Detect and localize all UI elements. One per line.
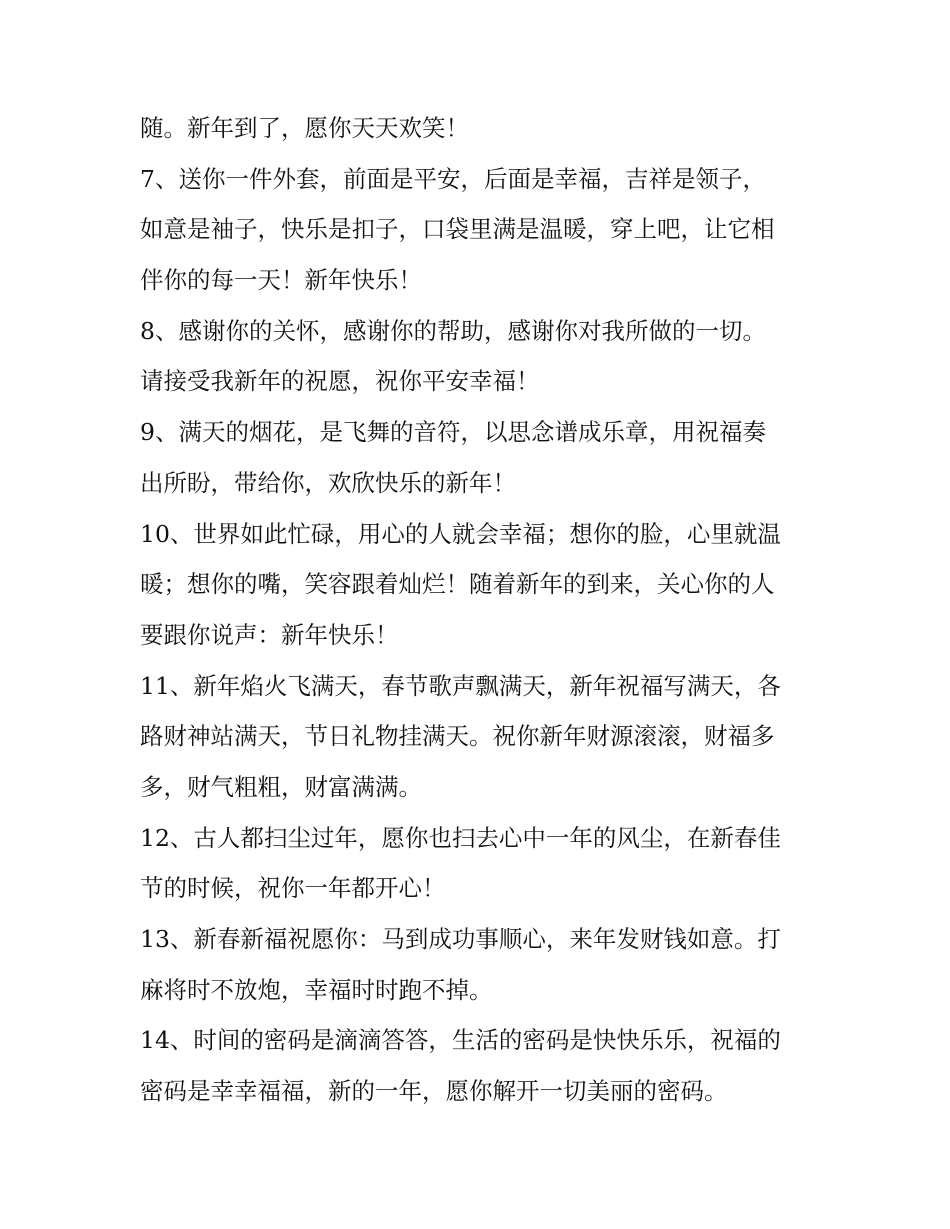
text-line: 伴你的每一天！新年快乐！: [140, 266, 422, 295]
text-line: 麻将时不放炮，幸福时时跑不掉。: [140, 975, 493, 1004]
text-line: 13、新春新福祝愿你：马到成功事顺心，来年发财钱如意。打: [140, 925, 781, 953]
text-line: 路财神站满天，节日礼物挂满天。祝你新年财源滚滚，财福多: [140, 722, 775, 751]
text-line: 8、感谢你的关怀，感谢你的帮助，感谢你对我所做的一切。: [140, 316, 766, 345]
text-line: 多，财气粗粗，财富满满。: [140, 772, 422, 801]
text-line: 暖；想你的嘴，笑容跟着灿烂！随着新年的到来，关心你的人: [140, 570, 775, 599]
text-line: 密码是幸幸福福，新的一年，愿你解开一切美丽的密码。: [140, 1077, 728, 1106]
text-line: 如意是袖子，快乐是扣子，口袋里满是温暖，穿上吧，让它相: [140, 215, 775, 244]
text-line: 出所盼，带给你，欢欣快乐的新年！: [140, 468, 516, 497]
text-line: 随。新年到了，愿你天天欢笑！: [140, 114, 469, 142]
text-line: 9、满天的烟花，是飞舞的音符，以思念谱成乐章，用祝福奏: [140, 418, 766, 447]
text-line: 14、时间的密码是滴滴答答，生活的密码是快快乐乐，祝福的: [140, 1026, 781, 1055]
text-line: 节的时候，祝你一年都开心！: [140, 874, 446, 903]
text-line: 7、送你一件外套，前面是平安，后面是幸福，吉祥是领子，: [140, 164, 766, 193]
document-body: [140, 103, 820, 1117]
text-line: 10、世界如此忙碌，用心的人就会幸福；想你的脸，心里就温: [140, 519, 781, 548]
text-line: 请接受我新年的祝愿，祝你平安幸福！: [140, 367, 540, 396]
text-line: 12、古人都扫尘过年，愿你也扫去心中一年的风尘，在新春佳: [140, 823, 781, 852]
text-line: 要跟你说声：新年快乐！: [140, 620, 399, 649]
text-line: 11、新年焰火飞满天，春节歌声飘满天，新年祝福写满天，各: [140, 671, 781, 700]
